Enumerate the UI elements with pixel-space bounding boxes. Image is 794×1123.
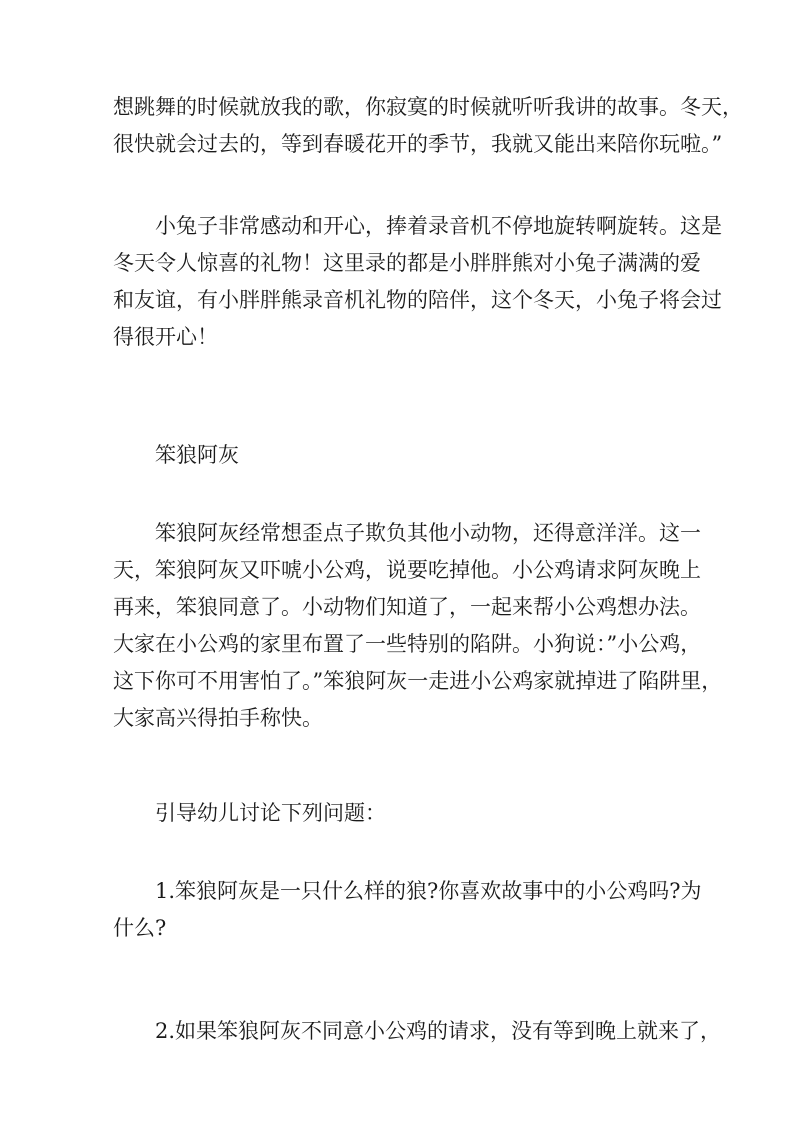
- text-line: 天，笨狼阿灰又吓唬小公鸡，说要吃掉他。小公鸡请求阿灰晚上: [113, 558, 701, 582]
- question-2: [113, 1013, 722, 1050]
- text-line: 再来，笨狼同意了。小动物们知道了，一起来帮小公鸡想办法。: [113, 595, 701, 619]
- text-line: 大家在小公鸡的家里布置了一些特别的陷阱。小狗说：”小公鸡，: [113, 632, 702, 656]
- paragraph-story-ending: [113, 89, 743, 163]
- text-line: 什么?: [113, 916, 167, 940]
- text-line: 大家高兴得拍手称快。: [113, 706, 323, 730]
- section-heading: 笨狼阿灰: [155, 443, 239, 467]
- text-line: 这下你可不用害怕了。”笨狼阿灰一走进小公鸡家就掉进了陷阱里，: [113, 669, 723, 693]
- text-line: 很快就会过去的，等到春暖花开的季节，我就又能出来陪你玩啦。”: [113, 132, 723, 156]
- paragraph-discussion-intro: [113, 795, 687, 832]
- paragraph-wolf-story: [113, 515, 723, 737]
- text-line: 和友谊，有小胖胖熊录音机礼物的陪伴，这个冬天，小兔子将会过: [113, 288, 722, 312]
- text-line: 1.笨狼阿灰是一只什么样的狼?你喜欢故事中的小公鸡吗?为: [155, 879, 702, 903]
- paragraph-rabbit-happy: [113, 208, 722, 356]
- text-line: 冬天令人惊喜的礼物！这里录的都是小胖胖熊对小兔子满满的爱: [113, 251, 701, 275]
- text-line: 笨狼阿灰经常想歪点子欺负其他小动物，还得意洋洋。这一: [155, 521, 701, 545]
- text-line: 2.如果笨狼阿灰不同意小公鸡的请求，没有等到晚上就来了，: [155, 1019, 722, 1043]
- text-line: 想跳舞的时候就放我的歌，你寂寞的时候就听听我讲的故事。冬天，: [113, 95, 743, 119]
- text-line: 得很开心！: [113, 325, 218, 349]
- text-line: 引导幼儿讨论下列问题：: [155, 801, 386, 825]
- question-1: [113, 873, 702, 947]
- text-line: 小兔子非常感动和开心，捧着录音机不停地旋转啊旋转。这是: [155, 214, 722, 238]
- section-title: [113, 437, 687, 474]
